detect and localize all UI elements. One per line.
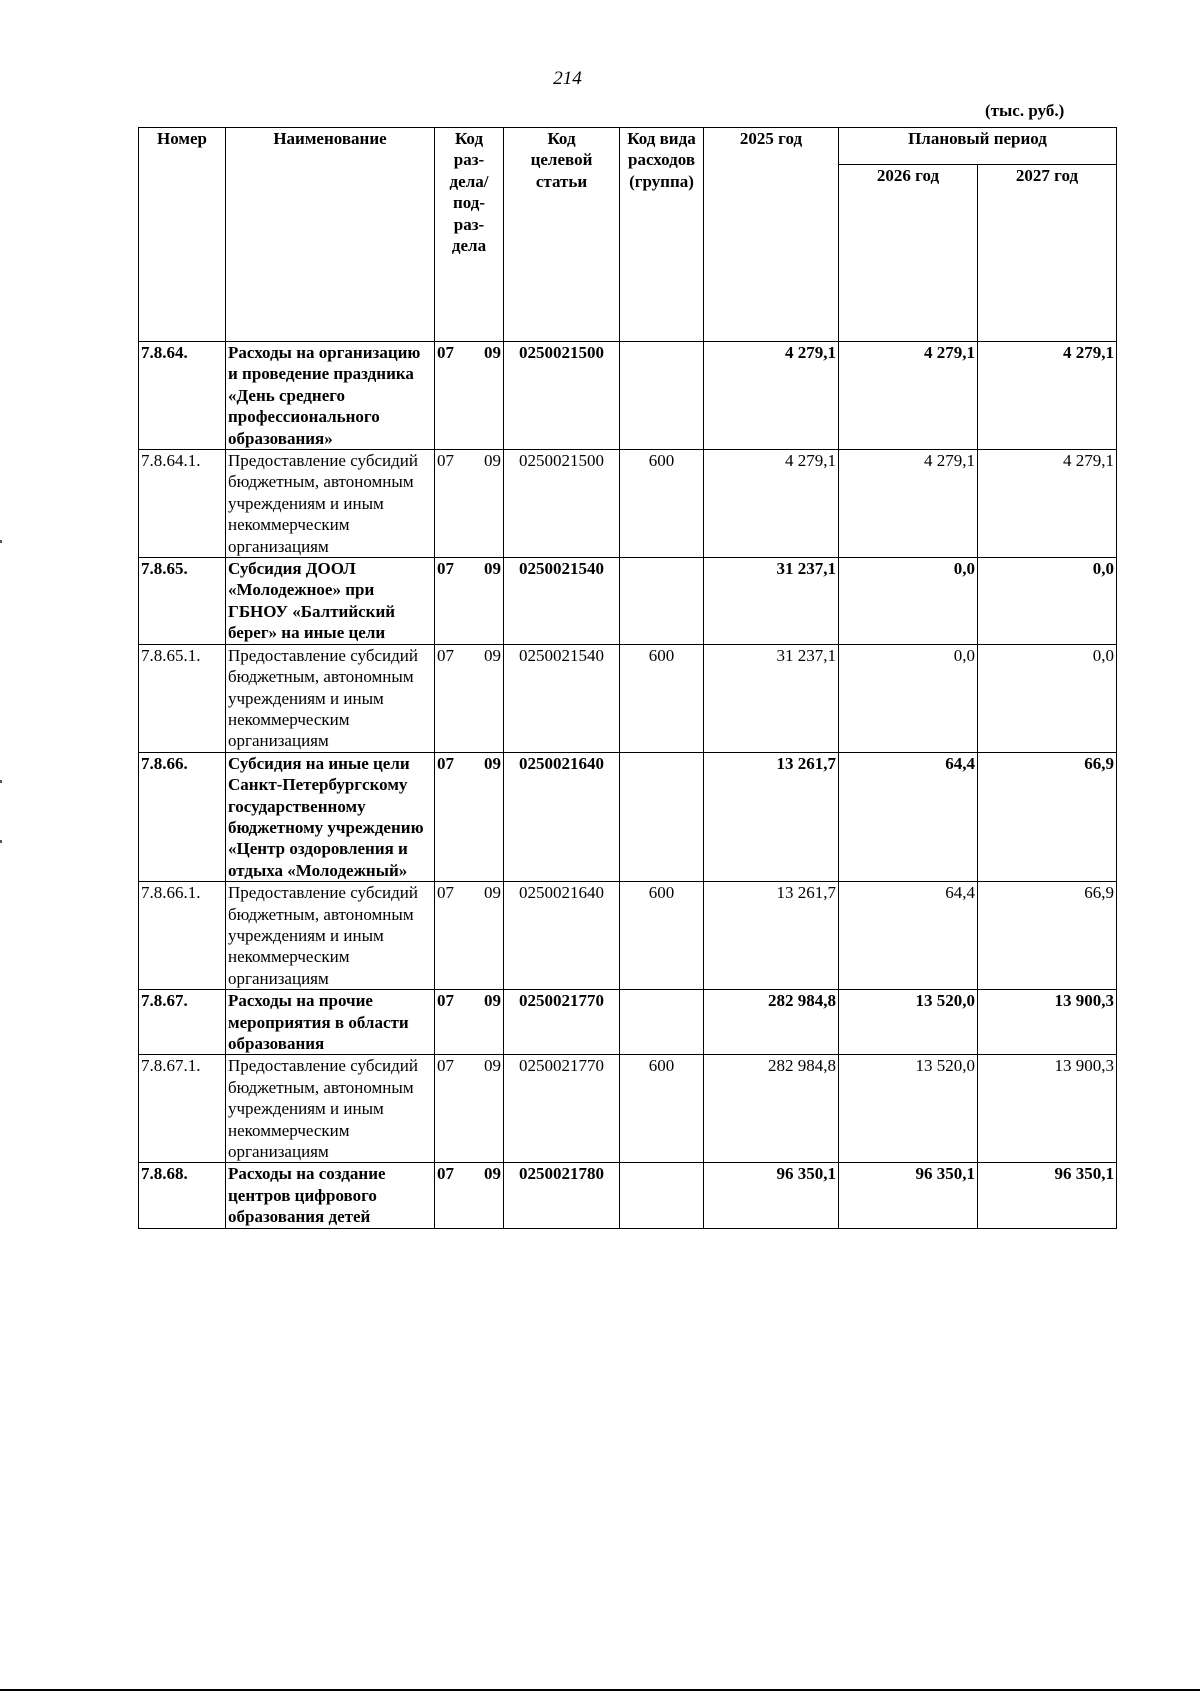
row-expense-type bbox=[620, 752, 704, 881]
row-target-code: 0250021640 bbox=[504, 752, 620, 881]
subsection-code: 09 bbox=[484, 1056, 501, 1076]
row-target-code: 0250021500 bbox=[504, 342, 620, 450]
row-target-code: 0250021500 bbox=[504, 450, 620, 558]
row-section-code bbox=[435, 752, 504, 881]
table-row bbox=[139, 882, 1117, 990]
section-code: 07 bbox=[437, 343, 454, 362]
row-target-code: 0250021770 bbox=[504, 1055, 620, 1163]
row-amount-2027: 66,9 bbox=[978, 752, 1117, 881]
row-section-code bbox=[435, 882, 504, 990]
row-expense-type bbox=[620, 1163, 704, 1228]
table-row bbox=[139, 1055, 1117, 1163]
table-header bbox=[139, 128, 1117, 342]
row-amount-2025: 4 279,1 bbox=[704, 450, 839, 558]
row-expense-type: 600 bbox=[620, 450, 704, 558]
row-section-code bbox=[435, 450, 504, 558]
row-number: 7.8.66. bbox=[139, 752, 226, 881]
header-expense-type: Код вида расходов (группа) bbox=[620, 128, 704, 342]
header-section-code: Код раз-дела/ под-раз-дела bbox=[435, 128, 504, 342]
row-amount-2025: 13 261,7 bbox=[704, 752, 839, 881]
header-year-2025: 2025 год bbox=[704, 128, 839, 342]
table-row bbox=[139, 1163, 1117, 1228]
row-number: 7.8.65.1. bbox=[139, 644, 226, 752]
row-name: Субсидия ДООЛ «Молодежное» при ГБНОУ «Балтийский берег» на иные цели bbox=[226, 558, 435, 645]
subsection-code: 09 bbox=[484, 991, 501, 1011]
row-amount-2025: 31 237,1 bbox=[704, 558, 839, 645]
scan-mark bbox=[0, 780, 2, 783]
row-name: Предоставление субсидий бюджетным, автономным учреждениям и иным некоммерческим организациям bbox=[226, 1055, 435, 1163]
header-planning-period: Плановый период bbox=[839, 128, 1117, 165]
row-target-code: 0250021640 bbox=[504, 882, 620, 990]
budget-table bbox=[138, 127, 1117, 1229]
row-expense-type: 600 bbox=[620, 644, 704, 752]
row-name: Расходы на организацию и проведение праздника «День среднего профессионального образования» bbox=[226, 342, 435, 450]
row-name: Предоставление субсидий бюджетным, автономным учреждениям и иным некоммерческим организациям bbox=[226, 882, 435, 990]
section-code: 07 bbox=[437, 883, 454, 903]
row-section-code bbox=[435, 558, 504, 645]
row-number: 7.8.64. bbox=[139, 342, 226, 450]
row-target-code: 0250021770 bbox=[504, 990, 620, 1055]
subsection-code: 09 bbox=[484, 753, 501, 773]
table-body bbox=[139, 342, 1117, 1229]
row-amount-2027: 0,0 bbox=[978, 644, 1117, 752]
row-amount-2026: 64,4 bbox=[839, 882, 978, 990]
row-amount-2027: 66,9 bbox=[978, 882, 1117, 990]
section-code: 07 bbox=[437, 451, 454, 471]
table-row bbox=[139, 752, 1117, 881]
row-amount-2025: 282 984,8 bbox=[704, 1055, 839, 1163]
row-section-code bbox=[435, 644, 504, 752]
section-code: 07 bbox=[437, 1164, 454, 1184]
row-amount-2025: 13 261,7 bbox=[704, 882, 839, 990]
row-amount-2027: 4 279,1 bbox=[978, 450, 1117, 558]
row-target-code: 0250021540 bbox=[504, 644, 620, 752]
section-code: 07 bbox=[437, 1056, 454, 1076]
row-amount-2026: 0,0 bbox=[839, 644, 978, 752]
header-name: Наименование bbox=[226, 128, 435, 342]
row-number: 7.8.67.1. bbox=[139, 1055, 226, 1163]
row-amount-2026: 4 279,1 bbox=[839, 342, 978, 450]
scan-mark bbox=[0, 540, 2, 543]
subsection-code: 09 bbox=[484, 343, 501, 362]
table-row bbox=[139, 644, 1117, 752]
row-expense-type: 600 bbox=[620, 1055, 704, 1163]
row-name: Предоставление субсидий бюджетным, автономным учреждениям и иным некоммерческим организациям bbox=[226, 644, 435, 752]
header-number: Номер bbox=[139, 128, 226, 342]
subsection-code: 09 bbox=[484, 883, 501, 903]
row-number: 7.8.66.1. bbox=[139, 882, 226, 990]
section-code: 07 bbox=[437, 645, 454, 665]
units-label: (тыс. руб.) bbox=[985, 101, 1065, 120]
scan-mark bbox=[0, 840, 2, 843]
row-section-code bbox=[435, 342, 504, 450]
page-number: 214 bbox=[553, 68, 582, 89]
table-row bbox=[139, 342, 1117, 450]
header-target-code: Код целевой статьи bbox=[504, 128, 620, 342]
row-section-code bbox=[435, 1163, 504, 1228]
row-amount-2025: 4 279,1 bbox=[704, 342, 839, 450]
scan-bottom-edge bbox=[0, 1689, 1200, 1691]
row-amount-2027: 4 279,1 bbox=[978, 342, 1117, 450]
row-target-code: 0250021540 bbox=[504, 558, 620, 645]
row-name: Субсидия на иные цели Санкт-Петербургскому государственному бюджетному учреждению «Центр оздоровления и отдыха «Молодежный» bbox=[226, 752, 435, 881]
row-target-code: 0250021780 bbox=[504, 1163, 620, 1228]
row-number: 7.8.64.1. bbox=[139, 450, 226, 558]
row-number: 7.8.67. bbox=[139, 990, 226, 1055]
row-section-code bbox=[435, 990, 504, 1055]
table-row bbox=[139, 558, 1117, 645]
row-expense-type bbox=[620, 342, 704, 450]
row-amount-2025: 96 350,1 bbox=[704, 1163, 839, 1228]
row-amount-2025: 31 237,1 bbox=[704, 644, 839, 752]
row-amount-2025: 282 984,8 bbox=[704, 990, 839, 1055]
row-amount-2026: 13 520,0 bbox=[839, 990, 978, 1055]
row-amount-2027: 0,0 bbox=[978, 558, 1117, 645]
row-number: 7.8.68. bbox=[139, 1163, 226, 1228]
row-amount-2027: 13 900,3 bbox=[978, 1055, 1117, 1163]
row-amount-2026: 0,0 bbox=[839, 558, 978, 645]
section-code: 07 bbox=[437, 559, 454, 579]
row-name: Предоставление субсидий бюджетным, автономным учреждениям и иным некоммерческим организациям bbox=[226, 450, 435, 558]
row-amount-2026: 4 279,1 bbox=[839, 450, 978, 558]
header-year-2026: 2026 год bbox=[839, 165, 978, 342]
subsection-code: 09 bbox=[484, 1164, 501, 1184]
row-amount-2027: 96 350,1 bbox=[978, 1163, 1117, 1228]
row-name: Расходы на создание центров цифрового образования детей bbox=[226, 1163, 435, 1228]
row-expense-type bbox=[620, 990, 704, 1055]
row-amount-2026: 13 520,0 bbox=[839, 1055, 978, 1163]
table-row bbox=[139, 450, 1117, 558]
subsection-code: 09 bbox=[484, 451, 501, 471]
section-code: 07 bbox=[437, 753, 454, 773]
section-code: 07 bbox=[437, 991, 454, 1011]
row-expense-type: 600 bbox=[620, 882, 704, 990]
table-row bbox=[139, 990, 1117, 1055]
row-name: Расходы на прочие мероприятия в области образования bbox=[226, 990, 435, 1055]
row-amount-2026: 64,4 bbox=[839, 752, 978, 881]
row-amount-2026: 96 350,1 bbox=[839, 1163, 978, 1228]
header-year-2027: 2027 год bbox=[978, 165, 1117, 342]
subsection-code: 09 bbox=[484, 559, 501, 579]
row-amount-2027: 13 900,3 bbox=[978, 990, 1117, 1055]
row-section-code bbox=[435, 1055, 504, 1163]
subsection-code: 09 bbox=[484, 645, 501, 665]
row-number: 7.8.65. bbox=[139, 558, 226, 645]
row-expense-type bbox=[620, 558, 704, 645]
